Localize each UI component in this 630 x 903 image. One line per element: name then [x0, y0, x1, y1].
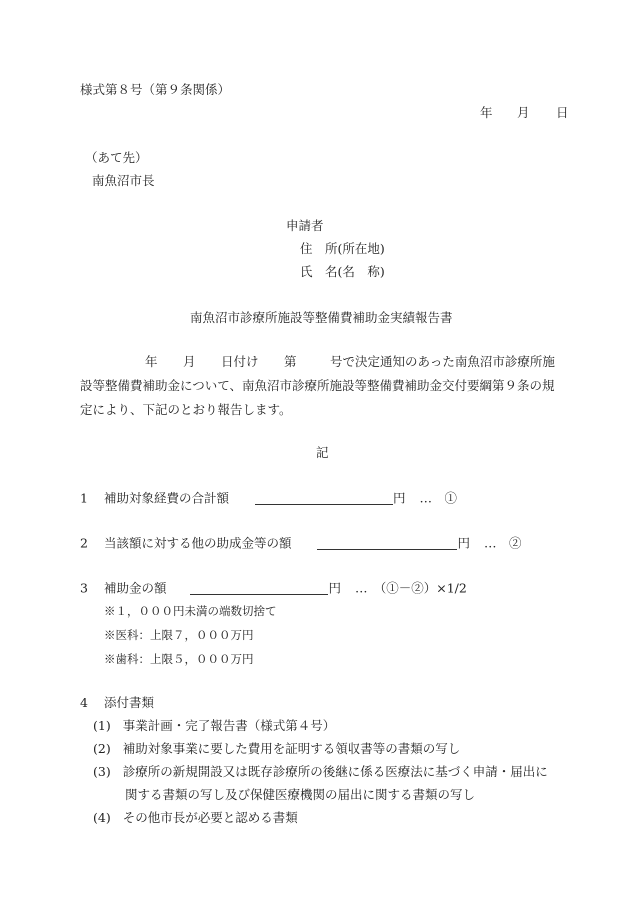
- doc-2-number: (2): [93, 741, 111, 756]
- body-line2: 設等整備費補助金について、南魚沼市診療所施設等整備費補助金交付要綱第９条の規: [80, 378, 555, 393]
- date-year: 年: [480, 105, 493, 120]
- date-month: 月: [517, 105, 530, 120]
- item-4-label: 添付書類: [103, 695, 154, 710]
- addressee-name: 南魚沼市長: [92, 173, 155, 188]
- doc-2-text: 補助対象事業に要した費用を証明する領収書等の書類の写し: [122, 741, 461, 756]
- item-3-note-1: ※１，０００円未満の端数切捨て: [104, 604, 277, 618]
- item-3-ref: … （①－②）×1/2: [354, 580, 467, 596]
- date-day: 日: [556, 105, 569, 120]
- body-no: 第: [284, 354, 297, 369]
- doc-1-text: 事業計画・完了報告書（様式第４号）: [122, 718, 336, 733]
- doc-3-text: 診療所の新規開設又は既存診療所の後継に係る医療法に基づく申請・届出に: [122, 764, 548, 779]
- body-year: 年: [145, 354, 158, 369]
- item-1-unit: 円: [392, 490, 406, 506]
- doc-3: [93, 766, 548, 779]
- item-1-label: 補助対象経費の合計額: [103, 490, 229, 506]
- body-line1-rest: 号で決定通知のあった南魚沼市診療所施: [330, 354, 555, 369]
- form-number: 様式第８号（第９条関係）: [80, 82, 231, 97]
- applicant-label: 申請者: [286, 218, 324, 233]
- item-4: [80, 697, 154, 710]
- body-dated: 日付け: [221, 354, 259, 369]
- item-2: [80, 537, 522, 550]
- item-1: [80, 492, 457, 505]
- item-3-unit: 円: [328, 580, 341, 596]
- item-2-label: 当該額に対する他の助成金等の額: [103, 535, 292, 551]
- item-3-note-3: ※歯科：上限５，０００万円: [104, 652, 254, 666]
- doc-2: [93, 743, 460, 756]
- ki-heading: 記: [316, 445, 329, 460]
- item-1-amount-field[interactable]: [255, 492, 393, 505]
- document-title: 南魚沼市診療所施設等整備費補助金実績報告書: [190, 310, 453, 325]
- item-2-amount-field[interactable]: [317, 537, 457, 550]
- item-2-number: 2: [80, 535, 88, 551]
- doc-4-number: (4): [93, 810, 111, 825]
- body-month: 月: [183, 354, 196, 369]
- doc-4-text: その他市長が必要と認める書類: [122, 810, 298, 825]
- item-3: [80, 582, 467, 595]
- item-3-note-2: ※医科：上限７，０００万円: [104, 628, 254, 642]
- item-1-ref: … ①: [419, 490, 457, 506]
- item-1-number: 1: [80, 490, 88, 506]
- item-3-amount-field[interactable]: [190, 582, 328, 595]
- body-line3: 定により、下記のとおり報告します。: [80, 402, 292, 417]
- item-4-number: 4: [80, 695, 88, 710]
- applicant-address: 住 所(所在地): [300, 241, 385, 256]
- doc-3-continuation: 関する書類の写し及び保健医療機関の届出に関する書類の写し: [125, 787, 476, 802]
- doc-3-number: (3): [93, 764, 111, 779]
- item-2-ref: … ②: [483, 535, 522, 551]
- item-3-number: 3: [80, 580, 88, 596]
- item-3-label: 補助金の額: [103, 580, 167, 596]
- doc-1-number: (1): [93, 718, 111, 733]
- applicant-name: 氏 名(名 称): [300, 264, 385, 279]
- doc-1: [93, 720, 335, 733]
- item-2-unit: 円: [457, 535, 470, 551]
- doc-4: [93, 812, 298, 825]
- addressee-label: （あて先）: [85, 150, 148, 165]
